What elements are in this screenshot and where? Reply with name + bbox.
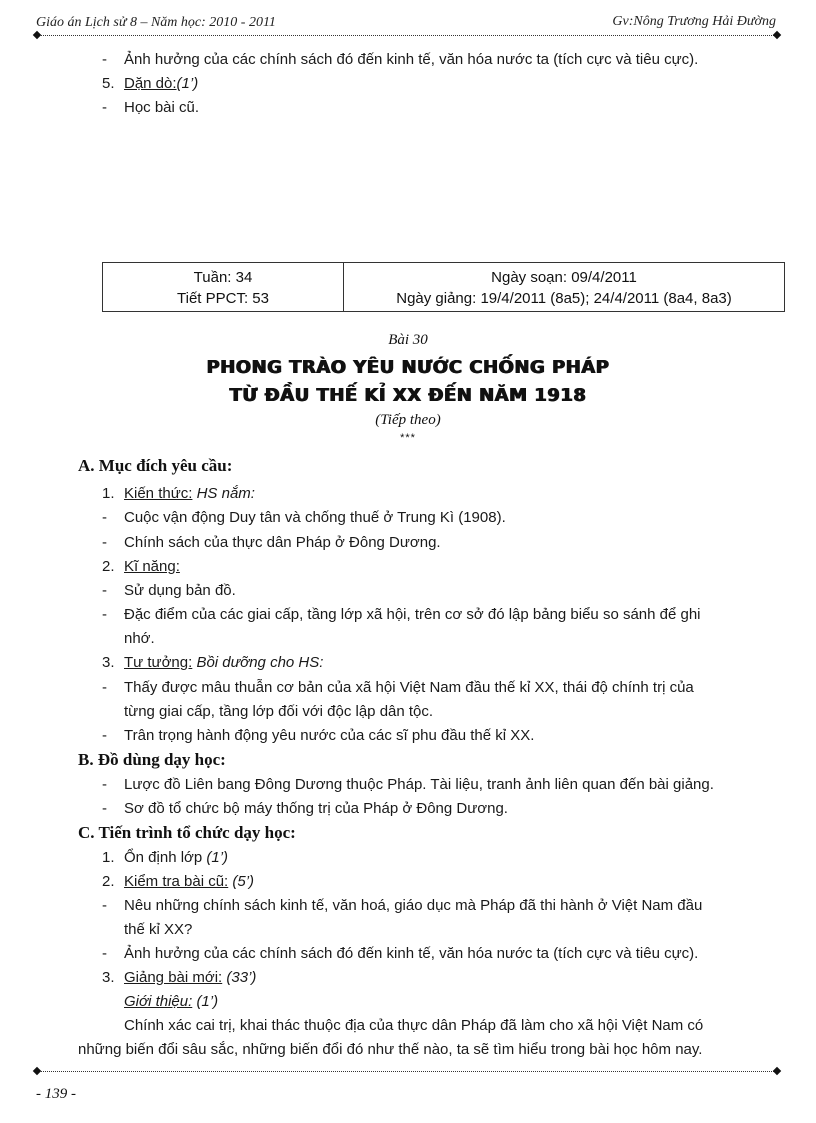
diamond-icon bbox=[773, 31, 781, 39]
lesson-info-left bbox=[103, 263, 344, 311]
knowledge-item: - Cuộc vận động Duy tân và chống thuế ở Trung Kì (1908). bbox=[102, 509, 506, 526]
materials-item: - Sơ đồ tổ chức bộ máy thống trị của Pháp ở Đông Dương. bbox=[102, 800, 508, 817]
footer-rule bbox=[36, 1071, 778, 1072]
week-label: Tuần: 34 bbox=[193, 269, 253, 286]
skills-item: - Đặc điểm của các giai cấp, tầng lớp xã hội, trên cơ sở đó lập bảng biểu so sánh để ghi bbox=[102, 606, 701, 623]
attitude-item: - Thấy được mâu thuẫn cơ bản của xã hội Việt Nam đầu thế kỉ XX, thái độ chính trị của bbox=[102, 679, 694, 696]
diamond-icon bbox=[33, 1067, 41, 1075]
page-number: - 139 - bbox=[36, 1086, 76, 1102]
separator-stars: *** bbox=[400, 432, 416, 444]
skills-item: - Sử dụng bản đồ. bbox=[102, 582, 236, 599]
lesson-number: Bài 30 bbox=[388, 332, 428, 348]
review-question: - Nêu những chính sách kinh tế, văn hoá, giáo dục mà Pháp đã thi hành ở Việt Nam đầu bbox=[102, 897, 703, 914]
header-course-title: Giáo án Lịch sử 8 – Năm học: 2010 - 2011 bbox=[36, 15, 276, 30]
lesson-info-table bbox=[102, 262, 785, 312]
diamond-icon bbox=[773, 1067, 781, 1075]
review-question-cont: thế kỉ XX? bbox=[124, 921, 193, 938]
prev-item-homework: 5. Dặn dò:(1’) bbox=[102, 75, 199, 92]
lesson-title-line1: PHONG TRÀO YÊU NƯỚC CHỐNG PHÁP bbox=[206, 357, 610, 378]
attitude-item: - Trân trọng hành động yêu nước của các sĩ phu đầu thế kỉ XX. bbox=[102, 727, 535, 744]
section-b-heading: B. Đồ dùng dạy học: bbox=[78, 750, 226, 769]
header-rule bbox=[36, 35, 778, 36]
period-label: Tiết PPCT: 53 bbox=[177, 290, 269, 307]
step-review-check: 2. Kiểm tra bài cũ: (5’) bbox=[102, 873, 255, 890]
knowledge-item: - Chính sách của thực dân Pháp ở Đông Dương. bbox=[102, 534, 441, 551]
teach-date: Ngày giảng: 19/4/2011 (8a5); 24/4/2011 (8a4, 8a3) bbox=[396, 290, 732, 307]
section-a-heading: A. Mục đích yêu cầu: bbox=[78, 456, 233, 475]
lesson-subtitle: (Tiếp theo) bbox=[375, 412, 441, 428]
knowledge-heading: 1. Kiến thức: HS nắm: bbox=[102, 485, 255, 502]
review-question: - Ảnh hưởng của các chính sách đó đến kinh tế, văn hóa nước ta (tích cực và tiêu cực). bbox=[102, 945, 699, 962]
prev-item-review: - Học bài cũ. bbox=[102, 99, 200, 116]
skills-heading: 2. Kĩ năng: bbox=[102, 558, 180, 575]
intro-paragraph-line2: những biến đổi sâu sắc, những biến đổi đó như thế nào, ta sẽ tìm hiểu trong bài học hôm nay. bbox=[78, 1041, 703, 1058]
intro-heading: Giới thiệu: (1’) bbox=[124, 993, 219, 1010]
prev-item-effects: - Ảnh hưởng của các chính sách đó đến kinh tế, văn hóa nước ta (tích cực và tiêu cực). bbox=[102, 51, 699, 68]
prep-date: Ngày soạn: 09/4/2011 bbox=[491, 269, 637, 286]
step-new-lesson: 3. Giảng bài mới: (33’) bbox=[102, 969, 257, 986]
materials-item: - Lược đồ Liên bang Đông Dương thuộc Pháp. Tài liệu, tranh ảnh liên quan đến bài giảng. bbox=[102, 776, 714, 793]
step-class-order: 1. Ổn định lớp (1’) bbox=[102, 849, 229, 866]
attitude-item-cont: từng giai cấp, tầng lớp đối với độc lập dân tộc. bbox=[124, 703, 434, 720]
lesson-info-right bbox=[344, 263, 784, 311]
skills-item-cont: nhớ. bbox=[124, 630, 155, 647]
header-teacher-name: Gv:Nông Trương Hải Đường bbox=[612, 14, 776, 29]
diamond-icon bbox=[33, 31, 41, 39]
intro-paragraph-line1: Chính xác cai trị, khai thác thuộc địa của thực dân Pháp đã làm cho xã hội Việt Nam có bbox=[124, 1017, 704, 1034]
section-c-heading: C. Tiến trình tổ chức dạy học: bbox=[78, 823, 296, 842]
lesson-title-line2: TỪ ĐẦU THẾ KỈ XX ĐẾN NĂM 1918 bbox=[229, 385, 587, 406]
attitude-heading: 3. Tư tưởng: Bồi dưỡng cho HS: bbox=[102, 654, 324, 671]
